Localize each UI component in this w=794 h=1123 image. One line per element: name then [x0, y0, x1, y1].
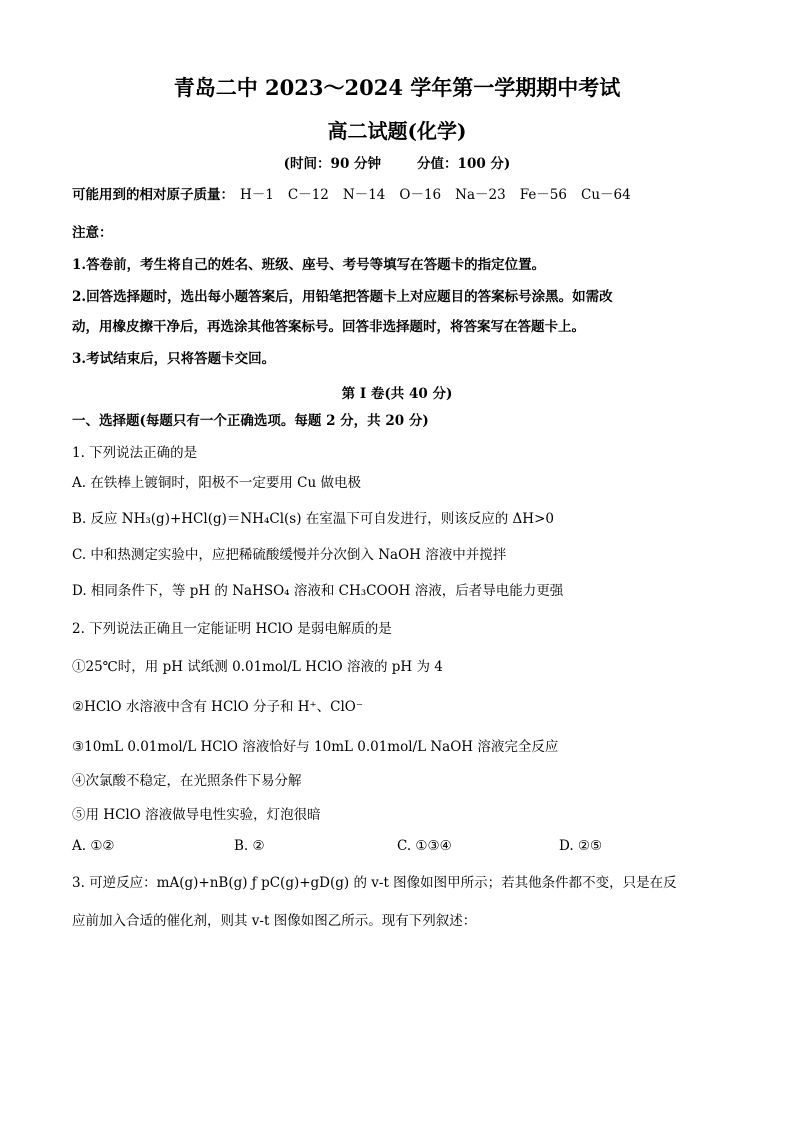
- q1-option-d: D. 相同条件下，等 pH 的 NaHSO₄ 溶液和 CH₃COOH 溶液，后者导电能力更强: [72, 583, 564, 599]
- q3-stem-line2: 应前加入合适的催化剂，则其 v-t 图像如图乙所示。现有下列叙述：: [72, 913, 477, 929]
- q1-option-a: A. 在铁棒上镀铜时，阳极不一定要用 Cu 做电极: [72, 475, 361, 491]
- q2-statement-1: ①25℃时，用 pH 试纸测 0.01mol/L HClO 溶液的 pH 为 4: [72, 659, 443, 675]
- volume-heading: 第 I 卷(共 40 分): [341, 386, 453, 402]
- atom-fe: Fe－56: [519, 187, 567, 203]
- q2-option-a: A. ①②: [72, 838, 115, 854]
- q1-option-c: C. 中和热测定实验中，应把稀硫酸缓慢并分次倒入 NaOH 溶液中并搅拌: [72, 547, 507, 563]
- exam-title: 青岛二中 2023～2024 学年第一学期期中考试: [173, 75, 621, 100]
- q2-option-c: C. ①③④: [397, 838, 452, 854]
- exam-subtitle: 高二试题(化学): [327, 119, 467, 143]
- atom-cu: Cu－64: [580, 187, 631, 203]
- q2-statement-2: ②HClO 水溶液中含有 HClO 分子和 H⁺、ClO⁻: [72, 699, 363, 715]
- atom-h: H－1: [240, 187, 274, 203]
- atom-o: O－16: [399, 187, 442, 203]
- q1-option-b: B. 反应 NH₃(g)+HCl(g)＝NH₄Cl(s) 在室温下可自发进行，则该反应的 ΔH>0: [72, 511, 554, 527]
- atom-c: C－12: [287, 187, 329, 203]
- atomic-masses: [72, 186, 645, 204]
- note-2a: 2.回答选择题时，选出每小题答案后，用铅笔把答题卡上对应题目的答案标号涂黑。如需改: [72, 289, 613, 305]
- note-2b: 动，用橡皮擦干净后，再选涂其他答案标号。回答非选择题时，将答案写在答题卡上。: [72, 319, 585, 335]
- exam-info: [0, 152, 794, 172]
- part1-heading: 一、选择题(每题只有一个正确选项。每题 2 分，共 20 分): [72, 413, 429, 429]
- exam-score: 分值：100 分): [417, 156, 511, 172]
- q2-statement-3: ③10mL 0.01mol/L HClO 溶液恰好与 10mL 0.01mol/L NaOH 溶液完全反应: [72, 739, 559, 755]
- q2-stem: 2. 下列说法正确且一定能证明 HClO 是弱电解质的是: [72, 621, 392, 637]
- q1-stem: 1. 下列说法正确的是: [72, 445, 198, 461]
- q2-statement-4: ④次氯酸不稳定，在光照条件下易分解: [72, 773, 302, 789]
- exam-time: (时间：90 分钟: [283, 156, 382, 172]
- q2-option-d: D. ②⑤: [559, 838, 603, 854]
- atom-na: Na－23: [455, 187, 506, 203]
- note-3: 3.考试结束后，只将答题卡交回。: [72, 351, 276, 367]
- atom-n: N－14: [342, 187, 386, 203]
- notes-heading: 注意：: [72, 225, 113, 241]
- q2-statement-5: ⑤用 HClO 溶液做导电性实验，灯泡很暗: [72, 807, 321, 823]
- atomic-masses-label: 可能用到的相对原子质量：: [72, 187, 234, 203]
- note-1: 1.答卷前，考生将自己的姓名、班级、座号、考号等填写在答题卡的指定位置。: [72, 257, 546, 273]
- q3-stem-line1: 3. 可逆反应：mA(g)+nB(g) ƒ pC(g)+gD(g) 的 v-t 图像如图甲所示；若其他条件都不变，只是在反: [72, 875, 677, 891]
- q2-option-b: B. ②: [234, 838, 265, 854]
